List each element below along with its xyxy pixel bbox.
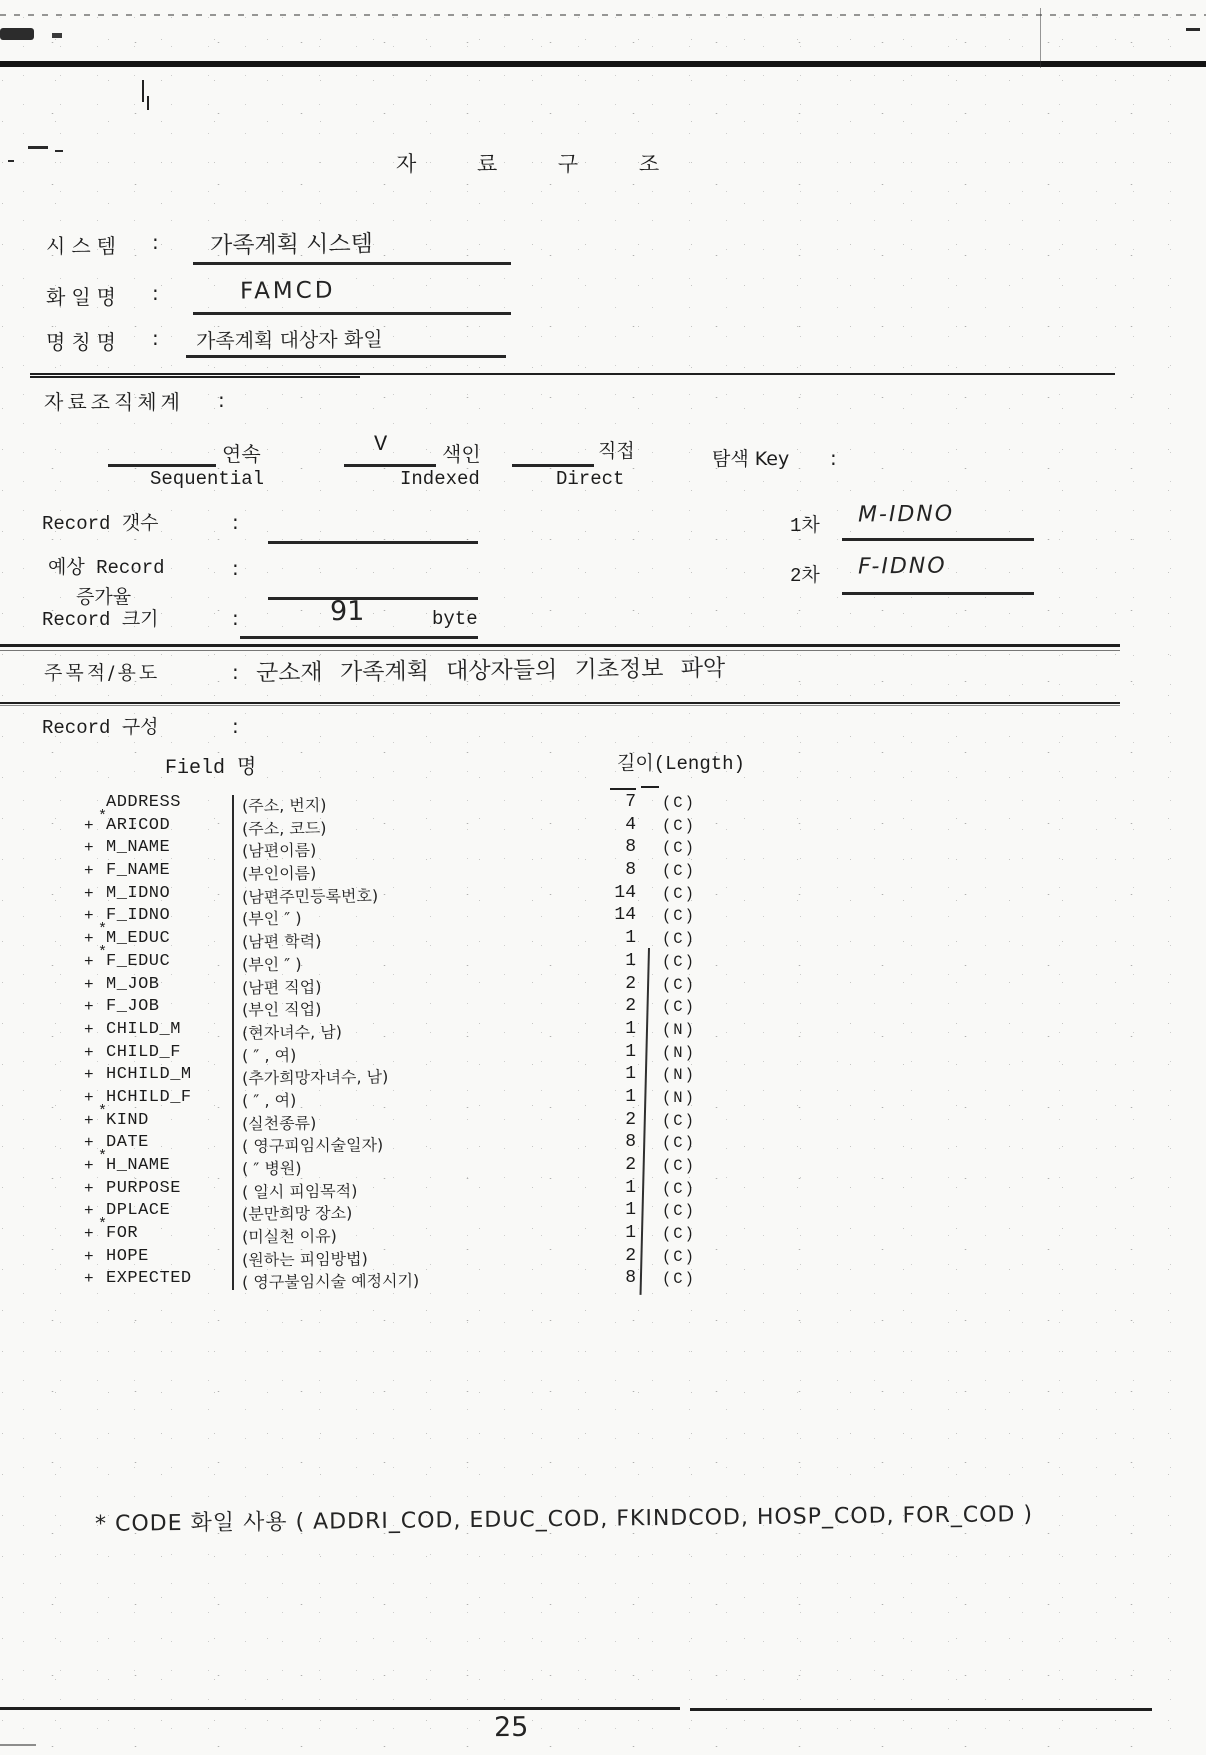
field-description: ( ″ , 여) — [241, 1045, 297, 1065]
field-prefix: + — [84, 1111, 94, 1130]
field-prefix: + — [84, 1088, 94, 1107]
code-file-footnote: * CODE 화일 사용 ( ADDRI_COD, EDUC_COD, FKINDCOD, HOSP_COD, FOR_COD ) — [94, 1502, 1034, 1537]
organization-colon: : — [218, 388, 225, 412]
field-prefix: + — [84, 1134, 94, 1153]
search-key-colon: : — [830, 446, 837, 470]
field-name: KIND — [106, 1110, 149, 1130]
field-prefix: + — [84, 1270, 94, 1289]
field-name: DPLACE — [106, 1201, 171, 1221]
field-type: (C) — [662, 839, 696, 858]
field-prefix: + — [84, 884, 94, 903]
secondary-key-value: F-IDNO — [857, 553, 947, 580]
field-length: 2 — [625, 996, 636, 1017]
field-prefix: + — [84, 1066, 94, 1085]
purpose-label: 주목적/용도 — [44, 662, 161, 684]
scan-artifact — [28, 146, 48, 149]
code-file-asterisk: * — [98, 1148, 108, 1165]
field-length: 1 — [625, 950, 636, 971]
record-size-value: 91 — [329, 595, 365, 628]
field-row — [0, 943, 1206, 975]
field-row — [0, 1064, 1206, 1087]
field-description: (남편 학력) — [241, 931, 322, 952]
blank-underline — [268, 597, 478, 600]
field-name: M_JOB — [106, 974, 160, 994]
field-name: FOR — [106, 1224, 139, 1244]
field-length: 1 — [625, 1041, 636, 1062]
field-length: 1 — [625, 1064, 636, 1085]
divider — [0, 644, 1120, 647]
field-row — [0, 837, 1206, 860]
record-size-colon: : — [232, 606, 239, 630]
field-name: CHILD_F — [106, 1042, 181, 1062]
scan-artifact — [8, 160, 14, 162]
field-row — [0, 792, 1206, 815]
field-prefix: + — [84, 1043, 94, 1062]
footer-line — [0, 1707, 680, 1710]
field-description: (주소, 코드) — [241, 818, 327, 839]
field-description: (부인 ″ ) — [241, 954, 302, 975]
field-length: 1 — [625, 1018, 636, 1039]
record-count-colon: : — [232, 510, 239, 534]
field-length: 2 — [625, 1109, 636, 1130]
field-description: ( 영구피임시술일자) — [241, 1135, 384, 1157]
field-length: 2 — [625, 1245, 636, 1266]
field-type: (N) — [662, 1066, 696, 1085]
field-length: 1 — [625, 1200, 636, 1221]
field-type: (C) — [662, 1225, 696, 1244]
secondary-key-label: 2차 — [790, 565, 820, 587]
field-prefix: + — [84, 907, 94, 926]
blank-underline — [842, 592, 1034, 595]
purpose-colon: : — [232, 660, 239, 684]
field-row — [0, 1087, 1206, 1110]
scan-artifact — [147, 96, 149, 110]
field-length: 8 — [625, 1132, 636, 1153]
scan-artifact — [142, 80, 144, 102]
field-length: 7 — [625, 792, 636, 812]
field-description: (원하는 피임방법) — [241, 1249, 368, 1270]
field-description: ( 영구불임시술 예정시기) — [241, 1271, 420, 1293]
scan-artifact — [1186, 28, 1200, 31]
blank-underline — [268, 541, 478, 544]
indexed-blank — [344, 464, 436, 467]
field-length: 14 — [614, 905, 636, 926]
field-row — [0, 905, 1206, 928]
field-prefix: + — [84, 1202, 94, 1221]
field-length: 1 — [625, 1223, 636, 1244]
field-name: EXPECTED — [106, 1269, 192, 1289]
field-name: M_NAME — [106, 838, 171, 858]
field-type: (C) — [662, 1202, 696, 1221]
field-prefix: + — [84, 998, 94, 1017]
page-number: 25 — [493, 1711, 529, 1744]
field-prefix: + — [84, 839, 94, 858]
filename-label: 화일명 — [46, 285, 122, 309]
field-description: (분만희망 장소) — [241, 1203, 353, 1224]
field-length: 8 — [625, 837, 636, 858]
footer-line — [690, 1708, 1152, 1711]
growth-label-line1: 예상 Record — [48, 557, 165, 579]
search-key-label: 탐색 Key — [712, 448, 790, 470]
field-name: ARICOD — [106, 815, 171, 835]
field-row — [0, 1019, 1206, 1042]
sequential-english: Sequential — [150, 468, 265, 490]
field-type: (N) — [662, 1088, 696, 1107]
field-row — [0, 921, 1206, 952]
field-description: (남편주민등록번호) — [241, 886, 379, 907]
field-prefix: + — [84, 930, 94, 949]
field-length: 1 — [625, 1086, 636, 1107]
field-prefix: + — [84, 1225, 94, 1244]
field-description: (남편 직업) — [241, 977, 322, 997]
field-type: (N) — [662, 1020, 696, 1039]
field-length: 8 — [625, 1268, 636, 1289]
scan-artifact — [55, 150, 63, 152]
indexed-korean: 색인 — [442, 442, 481, 466]
divider — [0, 705, 1120, 706]
direct-english: Direct — [556, 468, 625, 490]
growth-colon: : — [232, 556, 239, 580]
field-length: 2 — [625, 1155, 636, 1175]
field-length: 2 — [625, 973, 636, 994]
field-prefix: + — [84, 1157, 94, 1175]
record-size-label: Record 크기 — [42, 609, 159, 631]
scan-artifact — [0, 14, 1206, 16]
field-description: ( ″ 병원) — [241, 1158, 302, 1179]
field-description: (실천종류) — [241, 1113, 317, 1134]
field-prefix: + — [84, 1247, 94, 1266]
field-row — [0, 1268, 1206, 1291]
field-description: (부인이름) — [241, 863, 317, 884]
direct-blank — [512, 464, 594, 467]
field-name: HCHILD_F — [106, 1087, 192, 1107]
direct-korean: 직접 — [598, 440, 635, 462]
field-name: ADDRESS — [106, 793, 181, 812]
field-prefix: + — [84, 1020, 94, 1039]
filename-colon: : — [152, 281, 159, 305]
record-count-label: Record 갯수 — [42, 513, 159, 535]
field-row — [0, 1178, 1206, 1201]
divider — [30, 376, 360, 378]
field-prefix: + — [84, 975, 94, 994]
field-row — [0, 1148, 1206, 1179]
code-file-asterisk: * — [98, 1102, 108, 1120]
scan-artifact — [0, 1744, 36, 1746]
scan-artifact — [52, 33, 62, 38]
organization-label: 자료조직체계 — [44, 390, 184, 414]
field-type: (C) — [662, 975, 696, 994]
indexed-checkmark: V — [374, 432, 388, 457]
title-name-colon: : — [152, 326, 159, 350]
field-type: (C) — [662, 907, 696, 926]
divider — [30, 373, 1115, 375]
system-colon: : — [152, 230, 159, 254]
field-description: ( ″ , 여) — [241, 1090, 297, 1111]
scan-artifact — [641, 786, 659, 788]
field-type: (C) — [662, 862, 696, 881]
field-row — [0, 1132, 1206, 1155]
field-type: (C) — [662, 1270, 696, 1289]
field-name: M_EDUC — [106, 929, 171, 949]
sequential-korean: 연속 — [222, 442, 261, 466]
page-title: 자 료 구 조 — [396, 152, 674, 176]
primary-key-label: 1차 — [790, 515, 820, 537]
record-layout-label: Record 구성 — [42, 717, 159, 739]
field-name: H_NAME — [106, 1156, 171, 1175]
field-row — [0, 996, 1206, 1019]
field-row — [0, 807, 1206, 839]
blank-underline — [193, 312, 511, 315]
record-layout-colon: : — [232, 714, 239, 738]
field-description: (추가희망자녀수, 남) — [241, 1067, 389, 1089]
field-length: 14 — [614, 882, 636, 903]
field-length: 1 — [625, 928, 636, 949]
code-file-asterisk: * — [98, 807, 108, 825]
field-row — [0, 1200, 1206, 1223]
field-name: CHILD_M — [106, 1019, 181, 1039]
field-type: (C) — [662, 794, 696, 812]
field-description: (현자녀수, 남) — [241, 1022, 343, 1043]
indexed-english: Indexed — [400, 468, 480, 490]
field-row — [0, 1042, 1206, 1065]
blank-underline — [842, 538, 1034, 541]
title-name-value: 가족계획 대상자 화일 — [195, 327, 383, 353]
code-file-asterisk: * — [98, 1216, 108, 1234]
code-file-asterisk: * — [98, 943, 108, 961]
field-name: F_EDUC — [106, 951, 171, 971]
system-label: 시스템 — [46, 234, 122, 258]
field-length: 1 — [625, 1177, 636, 1198]
field-description: (주소, 번지) — [241, 795, 327, 816]
field-type: (C) — [662, 930, 696, 949]
field-prefix: + — [84, 1179, 94, 1198]
field-name: PURPOSE — [106, 1178, 181, 1198]
field-type: (C) — [662, 884, 696, 903]
blank-underline — [186, 355, 506, 358]
field-prefix: + — [84, 862, 94, 881]
field-type: (C) — [662, 1111, 696, 1130]
field-row — [0, 1102, 1206, 1134]
field-name: HCHILD_M — [106, 1065, 192, 1085]
field-type: (C) — [662, 1157, 696, 1175]
scan-artifact — [0, 61, 1206, 67]
field-type: (C) — [662, 952, 696, 971]
scan-artifact — [1040, 8, 1041, 68]
field-description: (남편이름) — [241, 840, 317, 861]
field-description: ( 일시 피임목적) — [241, 1181, 358, 1202]
field-description: (부인 ″ ) — [241, 909, 302, 929]
filename-value: FAMCD — [239, 277, 336, 305]
blank-underline — [240, 636, 478, 639]
field-name: M_IDNO — [106, 883, 171, 903]
field-name: F_JOB — [106, 997, 160, 1017]
purpose-value: 군소재 가족계획 대상자들의 기초정보 파악 — [255, 655, 726, 687]
field-type: (C) — [662, 1247, 696, 1266]
divider — [0, 702, 1120, 704]
field-length: 8 — [625, 860, 636, 881]
title-name-label: 명칭명 — [46, 330, 122, 354]
field-prefix: + — [84, 816, 94, 835]
field-type: (C) — [662, 998, 696, 1017]
field-name: DATE — [106, 1133, 149, 1153]
field-type: (N) — [662, 1043, 696, 1062]
field-row — [0, 883, 1206, 906]
field-table — [0, 792, 1206, 1291]
field-length: 4 — [625, 814, 636, 835]
record-size-unit: byte — [432, 608, 478, 630]
blank-underline — [193, 262, 511, 265]
primary-key-value: M-IDNO — [857, 501, 955, 528]
field-row — [0, 974, 1206, 997]
field-row — [0, 1216, 1206, 1247]
scan-artifact — [0, 28, 34, 40]
scan-artifact — [610, 788, 636, 790]
field-type: (C) — [662, 1134, 696, 1153]
table-divider-line — [232, 795, 234, 1290]
field-prefix: + — [84, 952, 94, 971]
field-name-header: Field 명 — [165, 757, 257, 780]
length-header: 길이(Length) — [617, 753, 745, 775]
field-row — [0, 1246, 1206, 1269]
field-description: (부인 직업) — [241, 999, 322, 1020]
sequential-blank — [108, 464, 216, 467]
field-type: (C) — [662, 816, 696, 835]
system-value: 가족계획 시스템 — [209, 231, 374, 259]
field-name: HOPE — [106, 1246, 149, 1266]
field-name: F_NAME — [106, 861, 171, 881]
code-file-asterisk: * — [98, 921, 108, 939]
field-row — [0, 860, 1206, 883]
field-type: (C) — [662, 1179, 696, 1198]
growth-label-line2: 증가율 — [76, 587, 132, 609]
field-description: (미실천 이유) — [241, 1226, 337, 1247]
field-name: F_IDNO — [106, 906, 171, 926]
